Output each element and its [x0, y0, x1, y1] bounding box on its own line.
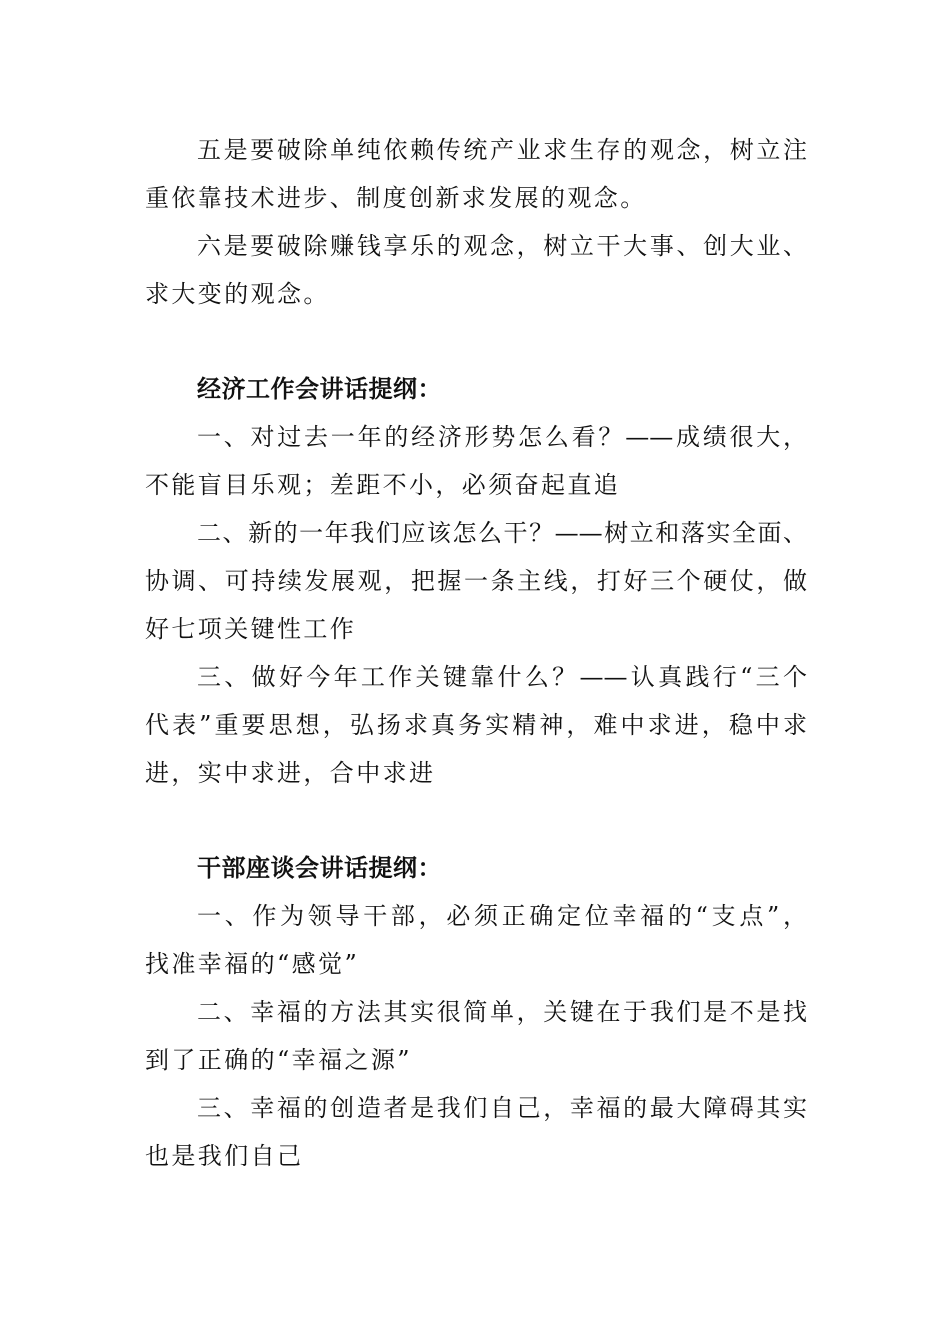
- section-spacer: [145, 318, 807, 365]
- text-line: 重依靠技术进步、制度创新求发展的观念。: [145, 184, 647, 212]
- paragraph: [145, 988, 807, 1084]
- text-line: 也是我们自己: [145, 1142, 304, 1170]
- text-line: 到了正确的“幸福之源”: [145, 1046, 412, 1074]
- text-line: 求大变的观念。: [145, 280, 330, 308]
- text-line: 一、作为领导干部，必须正确定位幸福的“支点”，: [197, 902, 807, 930]
- paragraph: [145, 892, 807, 988]
- section-heading: 经济工作会讲话提纲：: [197, 375, 442, 403]
- section: [145, 318, 807, 797]
- paragraph: [145, 1084, 807, 1180]
- text-line: 五是要破除单纯依赖传统产业求生存的观念，树立注: [197, 136, 807, 164]
- paragraph: [145, 509, 807, 653]
- paragraph: [145, 126, 807, 222]
- text-line: 二、新的一年我们应该怎么干？——树立和落实全面、: [197, 519, 807, 547]
- paragraph: [145, 413, 807, 509]
- text-line: 代表”重要思想，弘扬求真务实精神，难中求进，稳中求: [145, 711, 807, 739]
- text-line: 三、幸福的创造者是我们自己，幸福的最大障碍其实: [197, 1094, 807, 1122]
- text-line: 协调、可持续发展观，把握一条主线，打好三个硬仗，做: [145, 567, 807, 595]
- text-line: 好七项关键性工作: [145, 615, 357, 643]
- text-line: 不能盲目乐观；差距不小，必须奋起直追: [145, 471, 621, 499]
- text-line: 找准幸福的“感觉”: [145, 950, 360, 978]
- text-line: 一、对过去一年的经济形势怎么看？——成绩很大，: [197, 423, 807, 451]
- text-line: 三、做好今年工作关键靠什么？——认真践行“三个: [197, 663, 807, 691]
- text-line: 六是要破除赚钱享乐的观念，树立干大事、创大业、: [197, 232, 807, 260]
- document-page: [145, 126, 807, 1180]
- section: [145, 797, 807, 1180]
- paragraph: [145, 653, 807, 797]
- section-spacer: [145, 797, 807, 844]
- section-heading: 干部座谈会讲话提纲：: [197, 854, 442, 882]
- paragraph: [145, 222, 807, 318]
- text-line: 进，实中求进，合中求进: [145, 759, 436, 787]
- text-line: 二、幸福的方法其实很简单，关键在于我们是不是找: [197, 998, 807, 1026]
- section: [145, 126, 807, 318]
